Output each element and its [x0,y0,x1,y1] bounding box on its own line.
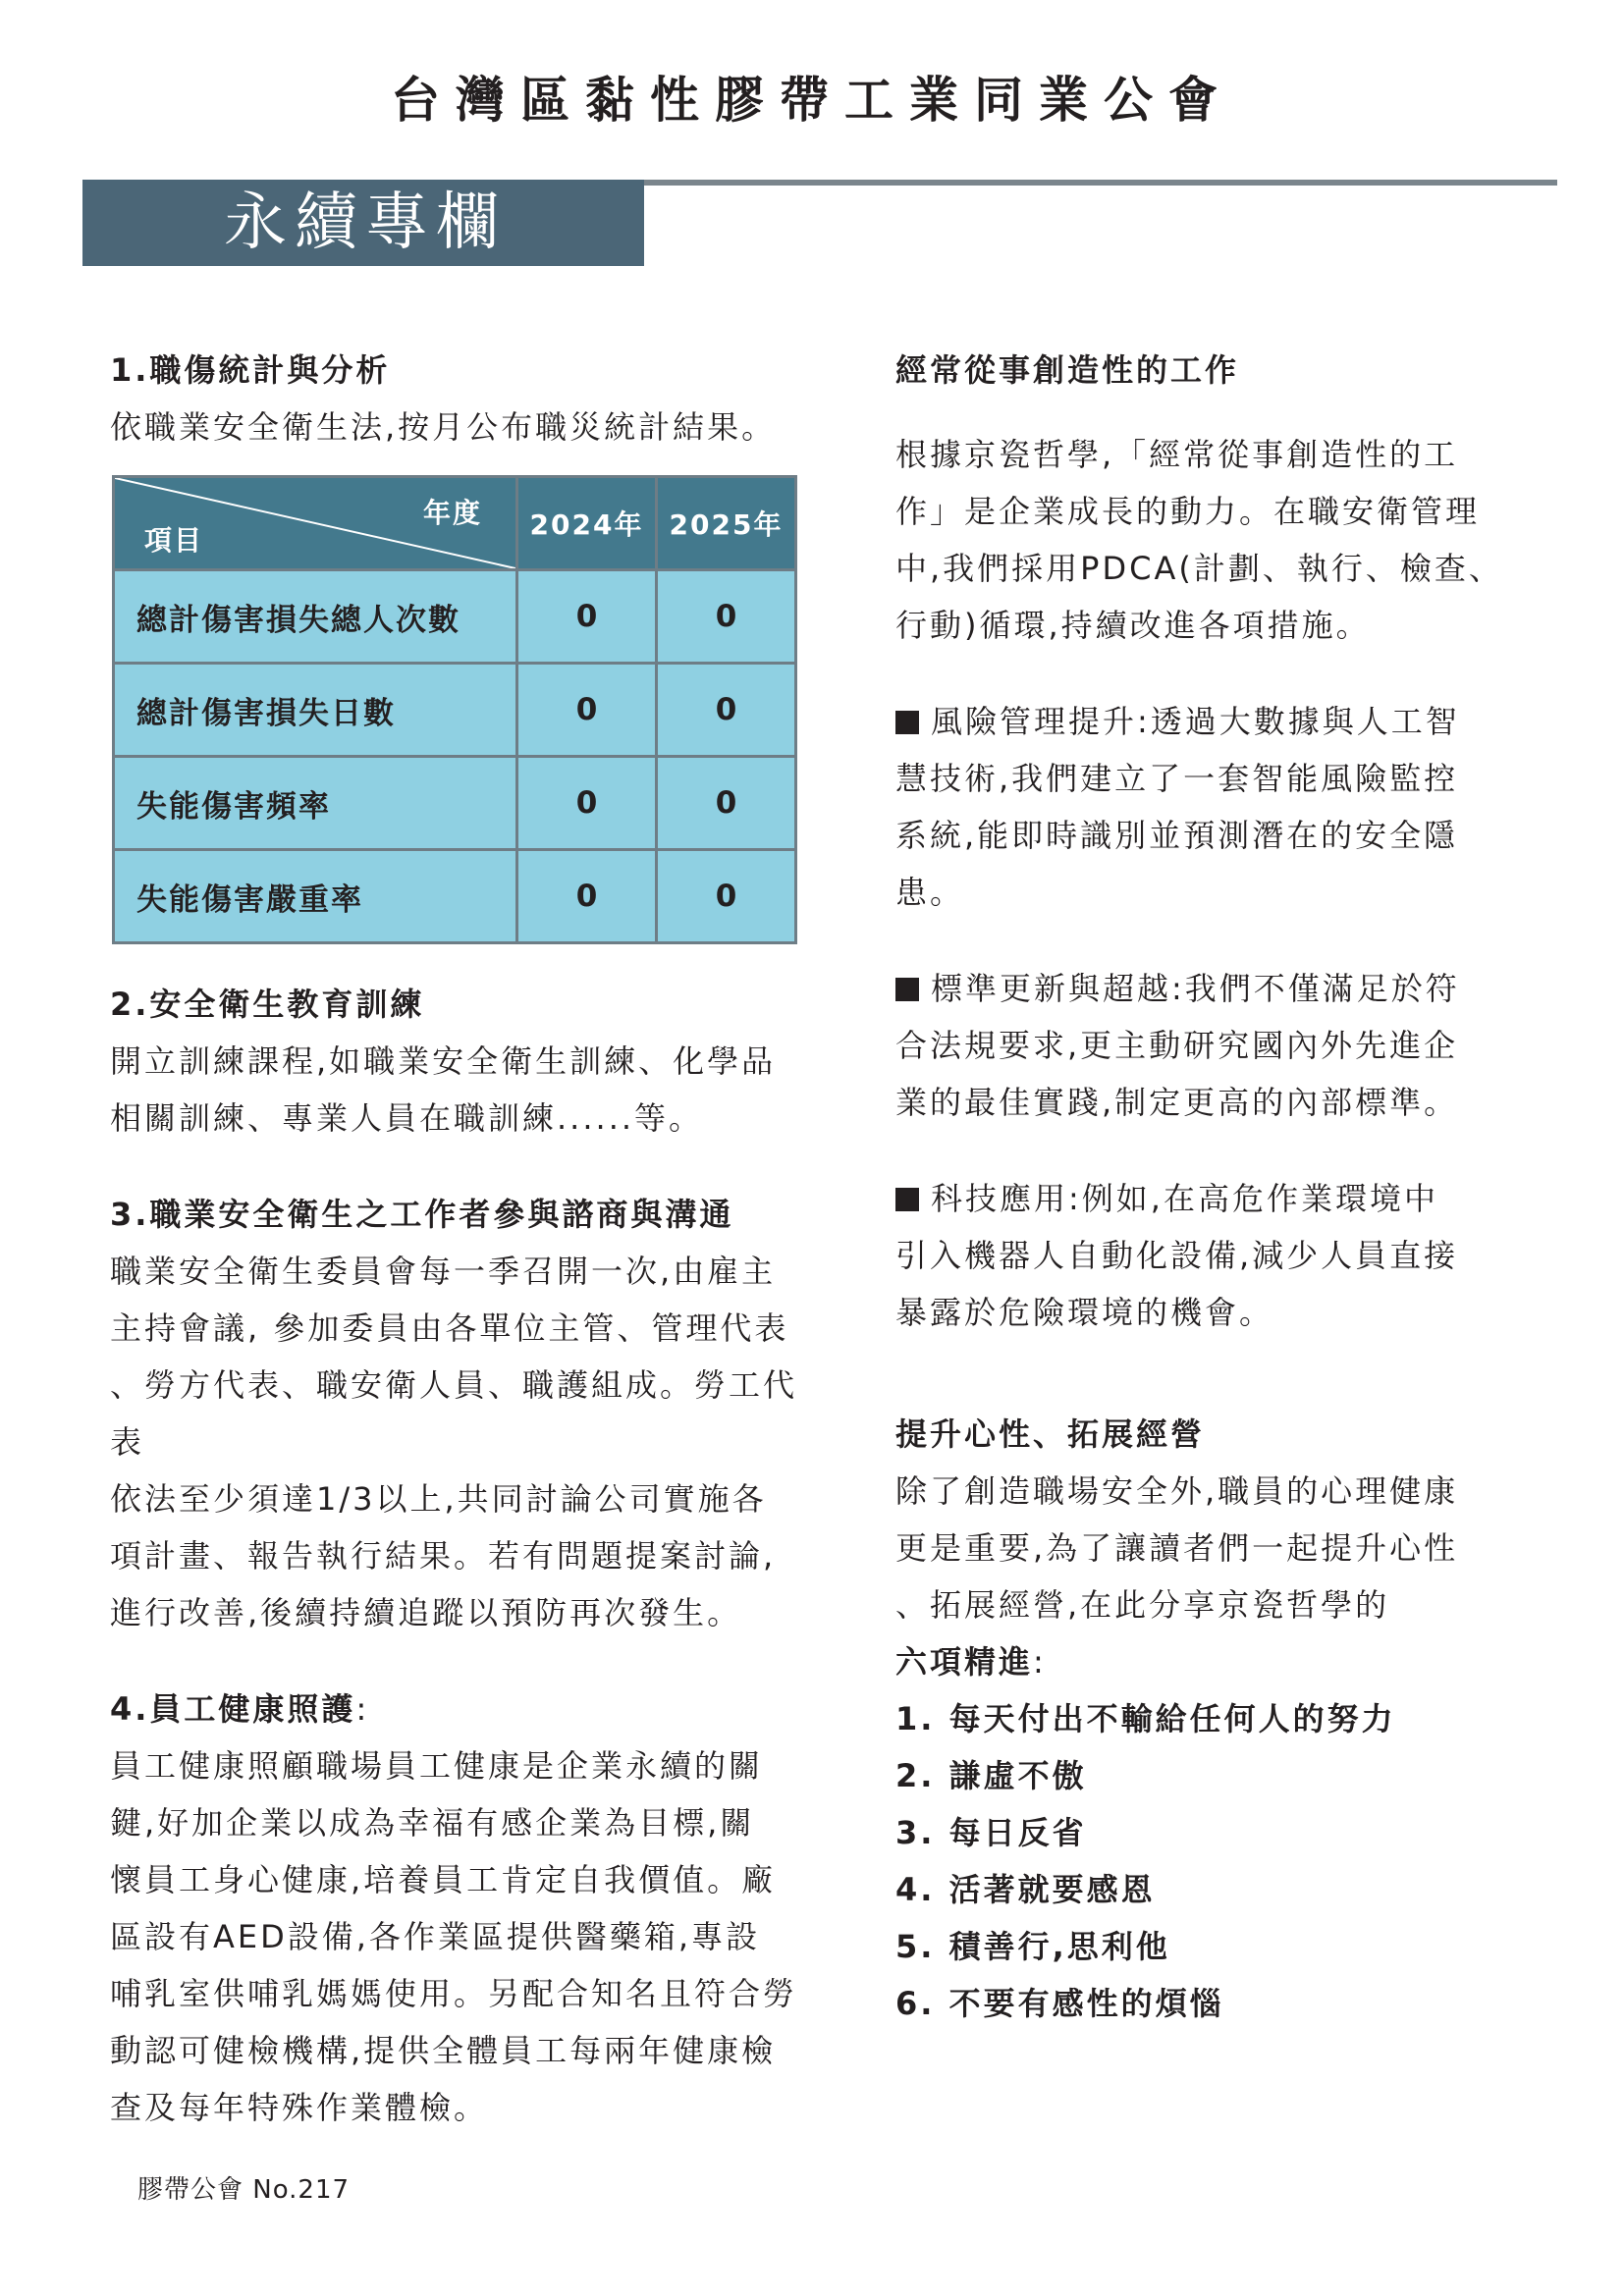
table-row [114,664,796,757]
table-corner-cell [114,477,517,570]
section-3-line: 職業安全衛生委員會每一季召開一次,由雇主 [110,1253,777,1290]
mindset-line: 除了創造職場安全外,職員的心理健康 [895,1472,1459,1510]
right-column [895,342,1524,2032]
section-2-line: 開立訓練課程,如職業安全衛生訓練、化學品 [110,1042,777,1080]
bullet-risk-line: 慧技術,我們建立了一套智能風險監控 [895,760,1459,797]
bullet-standard-line: 合法規要求,更主動研究國內外先進企 [895,1027,1459,1064]
bullet-risk-line: 系統,能即時識別並預測潛在的安全隱 [895,817,1459,854]
creative-work-line: 中,我們採用PDCA(計劃、執行、檢查、 [895,550,1503,587]
column-banner: 永續專欄 [82,180,644,266]
section-3-heading: 3.職業安全衛生之工作者參與諮商與溝通 [110,1196,734,1233]
row-value-2025: 0 [657,570,796,664]
section-3-line: 依法至少須達1/3以上,共同討論公司實施各 [110,1480,767,1518]
square-bullet-icon [895,711,919,734]
section-4-line: 鍵,好加企業以成為幸福有感企業為目標,關 [110,1804,755,1842]
section-3-line: 項計畫、報告執行結果。若有問題提案討論, [110,1537,777,1575]
row-label: 失能傷害嚴重率 [114,850,517,943]
row-label: 總計傷害損失總人次數 [114,570,517,664]
square-bullet-icon [895,1188,919,1211]
bullet-tech-line: 暴露於危險環境的機會。 [895,1294,1274,1331]
bullet-risk-line: 風險管理提升:透過大數據與人工智 [895,693,1524,750]
section-4-line: 懷員工身心健康,培養員工肯定自我價值。廠 [110,1861,777,1898]
section-3-line: 、勞方代表、職安衛人員、職護組成。勞工代表 [110,1366,798,1461]
creative-work-line: 作」是企業成長的動力。在職安衛管理 [895,493,1481,530]
six-efforts-item: 1. 每天付出不輸給任何人的努力 [895,1700,1396,1737]
section-1 [110,342,827,455]
section-4-line: 員工健康照顧職場員工健康是企業永續的關 [110,1747,764,1785]
six-efforts-item: 3. 每日反省 [895,1814,1087,1851]
section-4-line: 區設有AED設備,各作業區提供醫藥箱,專設 [110,1918,761,1955]
bullet-standard-line: 標準更新與超越:我們不僅滿足於符 [895,960,1524,1017]
row-value-2024: 0 [517,757,657,850]
table-row [114,570,796,664]
row-label: 總計傷害損失日數 [114,664,517,757]
creative-work-line: 根據京瓷哲學,「經常從事創造性的工 [895,436,1459,473]
left-lower-column [110,976,827,2136]
corner-item-label: 項目 [144,524,204,557]
bullet-tech-line: 引入機器人自動化設備,減少人員直接 [895,1237,1459,1274]
section-3-line: 主持會議, 參加委員由各單位主管、管理代表 [110,1309,789,1347]
section-4-heading-text: 4.員工健康照護 [110,1690,356,1728]
mindset-heading: 提升心性、拓展經營 [895,1415,1206,1453]
section-1-heading: 1.職傷統計與分析 [110,351,391,389]
six-efforts-item: 4. 活著就要感恩 [895,1871,1156,1908]
six-efforts-item: 6. 不要有感性的煩惱 [895,1985,1224,2022]
row-value-2025: 0 [657,664,796,757]
six-efforts-label: 六項精進: [895,1643,1047,1681]
section-4-line: 查及每年特殊作業體檢。 [110,2089,489,2126]
row-value-2024: 0 [517,664,657,757]
bullet-risk-line: 患。 [895,874,965,911]
section-4-line: 動認可健檢機構,提供全體員工每兩年健康檢 [110,2032,777,2069]
table-row [114,757,796,850]
bullet-tech-line: 科技應用:例如,在高危作業環境中 [895,1170,1524,1227]
injury-stats-table [112,475,797,944]
row-label: 失能傷害頻率 [114,757,517,850]
section-1-text: 依職業安全衛生法,按月公布職災統計結果。 [110,408,777,446]
section-4-line: 哺乳室供哺乳媽媽使用。另配合知名且符合勞 [110,1975,798,2012]
section-2-heading: 2.安全衛生教育訓練 [110,986,425,1023]
mindset-line: 更是重要,為了讓讀者們一起提升心性 [895,1529,1459,1567]
creative-work-heading: 經常從事創造性的工作 [895,351,1240,389]
bullet-standard-line: 業的最佳實踐,制定更高的內部標準。 [895,1084,1459,1121]
six-efforts-item: 2. 謙虛不傲 [895,1757,1087,1794]
year-header-2024: 2024年 [517,477,657,570]
square-bullet-icon [895,978,919,1001]
row-value-2024: 0 [517,570,657,664]
org-title: 台灣區黏性膠帶工業同業公會 [391,72,1233,129]
six-efforts-item: 5. 積善行,思利他 [895,1928,1170,1965]
mindset-line: 、拓展經營,在此分享京瓷哲學的 [895,1586,1390,1624]
section-2-line: 相關訓練、專業人員在職訓練......等。 [110,1099,704,1137]
row-value-2025: 0 [657,850,796,943]
table-row [114,850,796,943]
row-value-2024: 0 [517,850,657,943]
section-4-heading [110,1681,827,1737]
row-value-2025: 0 [657,757,796,850]
corner-year-label: 年度 [422,497,482,529]
footer-issue: 膠帶公會 No.217 [137,2175,351,2205]
year-header-2025: 2025年 [657,477,796,570]
creative-work-line: 行動)循環,持續改進各項措施。 [895,607,1371,644]
section-3-line: 進行改善,後續持續追蹤以預防再次發生。 [110,1594,742,1631]
section-4-heading-colon: : [355,1690,370,1728]
